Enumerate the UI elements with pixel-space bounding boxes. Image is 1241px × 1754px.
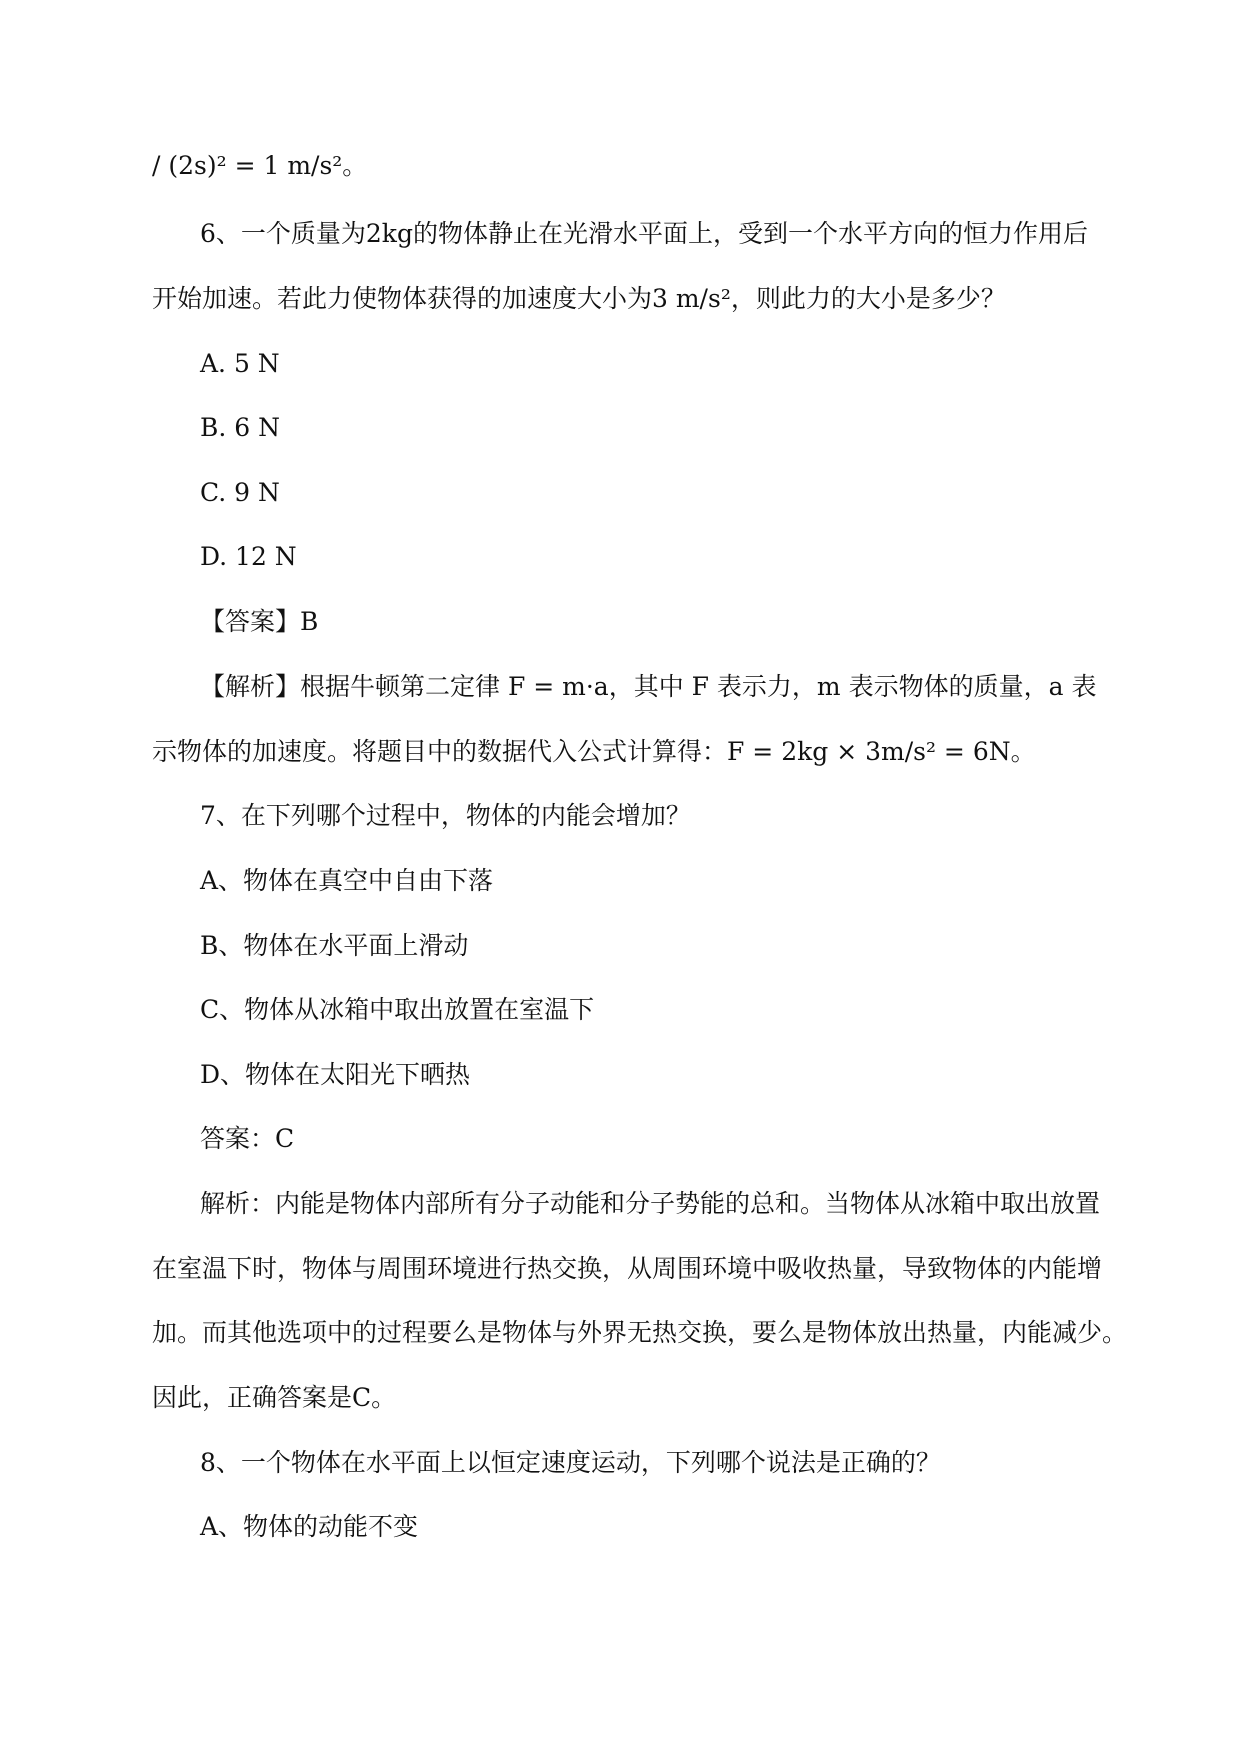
option-d: D. 12 N <box>200 542 297 571</box>
explanation-line-2: 示物体的加速度。将题目中的数据代入公式计算得：F = 2kg × 3m/s² = 6N。 <box>152 737 1036 766</box>
explanation-line-2: 在室温下时，物体与周围环境进行热交换，从周围环境中吸收热量，导致物体的内能增 <box>152 1254 1103 1283</box>
answer: 答案：C <box>200 1124 295 1153</box>
question-6-line-1: 6、一个质量为2kg的物体静止在光滑水平面上，受到一个水平方向的恒力作用后 <box>200 219 1088 248</box>
text-line: / (2s)² = 1 m/s²。 <box>152 151 368 180</box>
option-a: A. 5 N <box>200 349 280 378</box>
explanation-line-1: 【解析】根据牛顿第二定律 F = m·a，其中 F 表示力，m 表示物体的质量，a 表 <box>200 672 1097 701</box>
option-a: A、物体的动能不变 <box>200 1512 419 1541</box>
question-6-line-2: 开始加速。若此力使物体获得的加速度大小为3 m/s²，则此力的大小是多少？ <box>152 284 1006 313</box>
explanation-line-4: 因此，正确答案是C。 <box>152 1383 397 1412</box>
option-d: D、物体在太阳光下晒热 <box>200 1060 471 1089</box>
answer: 【答案】B <box>200 607 319 636</box>
option-b: B、物体在水平面上滑动 <box>200 931 469 960</box>
explanation-line-3: 加。而其他选项中的过程要么是物体与外界无热交换，要么是物体放出热量，内能减少。 <box>152 1318 1128 1347</box>
explanation-line-1: 解析：内能是物体内部所有分子动能和分子势能的总和。当物体从冰箱中取出放置 <box>200 1189 1101 1218</box>
option-c: C. 9 N <box>200 478 280 507</box>
option-b: B. 6 N <box>200 413 280 442</box>
option-a: A、物体在真空中自由下落 <box>200 866 494 895</box>
question-8: 8、一个物体在水平面上以恒定速度运动，下列哪个说法是正确的？ <box>200 1448 941 1477</box>
option-c: C、物体从冰箱中取出放置在室温下 <box>200 995 595 1024</box>
question-7: 7、在下列哪个过程中，物体的内能会增加？ <box>200 801 691 830</box>
